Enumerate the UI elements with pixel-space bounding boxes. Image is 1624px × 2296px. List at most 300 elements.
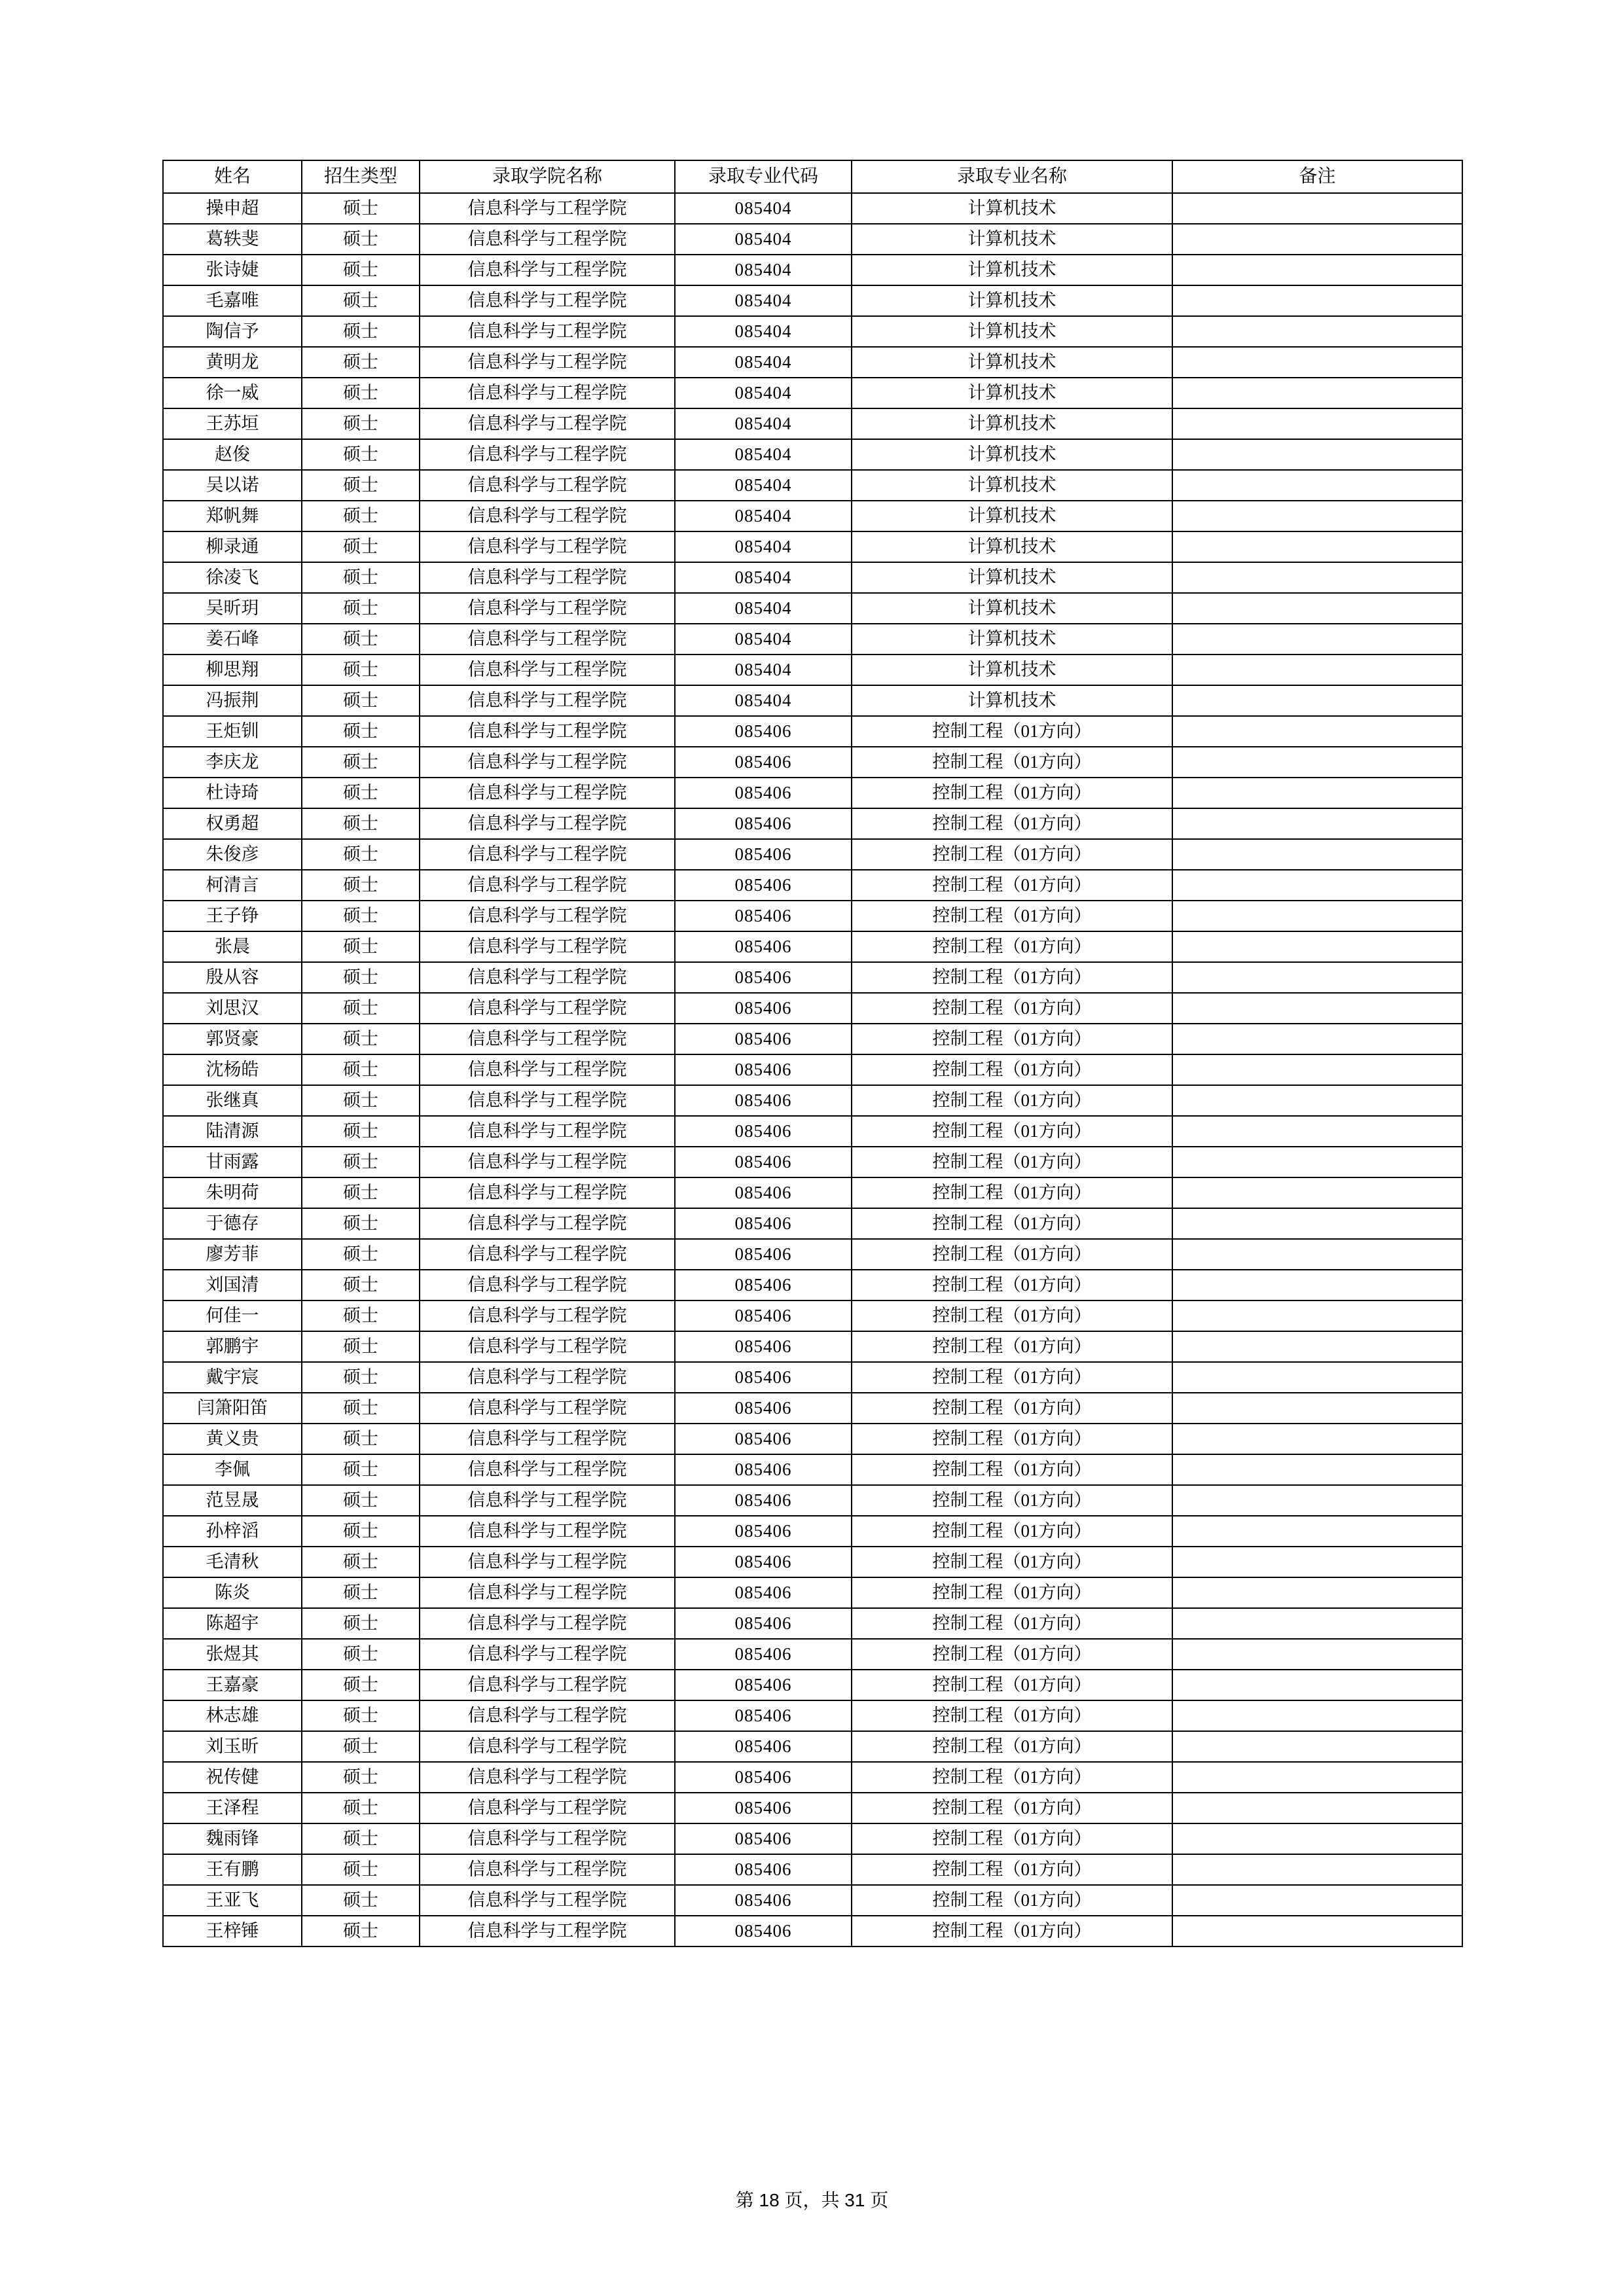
cell-remark xyxy=(1172,1054,1462,1085)
cell-college: 信息科学与工程学院 xyxy=(420,408,675,439)
cell-college: 信息科学与工程学院 xyxy=(420,562,675,593)
cell-name: 王嘉豪 xyxy=(163,1670,302,1700)
cell-remark xyxy=(1172,1547,1462,1577)
cell-admission-type: 硕士 xyxy=(302,1916,420,1946)
cell-major-code: 085404 xyxy=(675,316,852,347)
cell-admission-type: 硕士 xyxy=(302,593,420,624)
cell-college: 信息科学与工程学院 xyxy=(420,901,675,931)
table-row xyxy=(163,439,1462,470)
table-row xyxy=(163,1639,1462,1670)
cell-admission-type: 硕士 xyxy=(302,1362,420,1393)
table-row xyxy=(163,1854,1462,1885)
cell-college: 信息科学与工程学院 xyxy=(420,870,675,901)
cell-admission-type: 硕士 xyxy=(302,1024,420,1054)
column-header-remark: 备注 xyxy=(1172,160,1462,193)
cell-major-name: 控制工程（01方向） xyxy=(852,1393,1172,1424)
table-row xyxy=(163,1270,1462,1300)
cell-name: 范昱晟 xyxy=(163,1485,302,1516)
cell-name: 葛轶斐 xyxy=(163,224,302,255)
cell-admission-type: 硕士 xyxy=(302,870,420,901)
cell-admission-type: 硕士 xyxy=(302,378,420,408)
table-row xyxy=(163,224,1462,255)
cell-name: 柯清言 xyxy=(163,870,302,901)
cell-name: 王子铮 xyxy=(163,901,302,931)
cell-major-code: 085404 xyxy=(675,470,852,501)
cell-remark xyxy=(1172,255,1462,285)
cell-remark xyxy=(1172,193,1462,224)
cell-major-name: 计算机技术 xyxy=(852,624,1172,655)
cell-name: 王梓锤 xyxy=(163,1916,302,1946)
cell-name: 徐一威 xyxy=(163,378,302,408)
cell-major-name: 控制工程（01方向） xyxy=(852,1147,1172,1177)
cell-major-code: 085406 xyxy=(675,1670,852,1700)
table-row xyxy=(163,1670,1462,1700)
table-row xyxy=(163,193,1462,224)
table-row xyxy=(163,808,1462,839)
cell-major-code: 085406 xyxy=(675,1085,852,1116)
table-row xyxy=(163,1916,1462,1946)
cell-name: 毛清秋 xyxy=(163,1547,302,1577)
cell-college: 信息科学与工程学院 xyxy=(420,1270,675,1300)
cell-college: 信息科学与工程学院 xyxy=(420,1485,675,1516)
cell-major-name: 控制工程（01方向） xyxy=(852,839,1172,870)
cell-admission-type: 硕士 xyxy=(302,1331,420,1362)
cell-remark xyxy=(1172,1362,1462,1393)
cell-major-name: 计算机技术 xyxy=(852,378,1172,408)
cell-remark xyxy=(1172,224,1462,255)
cell-remark xyxy=(1172,901,1462,931)
cell-major-name: 计算机技术 xyxy=(852,439,1172,470)
table-row xyxy=(163,1085,1462,1116)
cell-major-code: 085406 xyxy=(675,1516,852,1547)
cell-name: 刘国清 xyxy=(163,1270,302,1300)
table-row xyxy=(163,624,1462,655)
cell-admission-type: 硕士 xyxy=(302,1577,420,1608)
cell-college: 信息科学与工程学院 xyxy=(420,747,675,778)
cell-college: 信息科学与工程学院 xyxy=(420,808,675,839)
cell-major-code: 085404 xyxy=(675,593,852,624)
cell-major-name: 控制工程（01方向） xyxy=(852,993,1172,1024)
table-row xyxy=(163,1208,1462,1239)
cell-admission-type: 硕士 xyxy=(302,747,420,778)
cell-name: 陶信予 xyxy=(163,316,302,347)
cell-major-code: 085404 xyxy=(675,624,852,655)
cell-major-code: 085406 xyxy=(675,778,852,808)
cell-major-code: 085406 xyxy=(675,962,852,993)
table-row xyxy=(163,778,1462,808)
cell-major-name: 控制工程（01方向） xyxy=(852,1116,1172,1147)
cell-college: 信息科学与工程学院 xyxy=(420,531,675,562)
cell-admission-type: 硕士 xyxy=(302,439,420,470)
cell-college: 信息科学与工程学院 xyxy=(420,1547,675,1577)
cell-name: 张晨 xyxy=(163,931,302,962)
cell-major-name: 控制工程（01方向） xyxy=(852,1177,1172,1208)
cell-admission-type: 硕士 xyxy=(302,562,420,593)
cell-name: 戴宇宸 xyxy=(163,1362,302,1393)
cell-remark xyxy=(1172,1670,1462,1700)
cell-admission-type: 硕士 xyxy=(302,931,420,962)
cell-name: 郑帆舞 xyxy=(163,501,302,531)
table-row xyxy=(163,1731,1462,1762)
cell-college: 信息科学与工程学院 xyxy=(420,993,675,1024)
cell-admission-type: 硕士 xyxy=(302,1608,420,1639)
cell-major-name: 控制工程（01方向） xyxy=(852,1885,1172,1916)
table-row xyxy=(163,562,1462,593)
cell-remark xyxy=(1172,685,1462,716)
cell-name: 权勇超 xyxy=(163,808,302,839)
cell-major-name: 控制工程（01方向） xyxy=(852,1424,1172,1454)
cell-remark xyxy=(1172,316,1462,347)
cell-college: 信息科学与工程学院 xyxy=(420,1239,675,1270)
cell-admission-type: 硕士 xyxy=(302,1670,420,1700)
cell-major-name: 计算机技术 xyxy=(852,655,1172,685)
cell-remark xyxy=(1172,1424,1462,1454)
cell-remark xyxy=(1172,439,1462,470)
cell-remark xyxy=(1172,993,1462,1024)
table-row xyxy=(163,347,1462,378)
cell-admission-type: 硕士 xyxy=(302,901,420,931)
cell-major-name: 控制工程（01方向） xyxy=(852,1331,1172,1362)
cell-major-name: 控制工程（01方向） xyxy=(852,747,1172,778)
cell-major-name: 控制工程（01方向） xyxy=(852,1762,1172,1793)
cell-college: 信息科学与工程学院 xyxy=(420,1516,675,1547)
cell-college: 信息科学与工程学院 xyxy=(420,655,675,685)
cell-college: 信息科学与工程学院 xyxy=(420,1916,675,1946)
table-row xyxy=(163,1116,1462,1147)
cell-name: 祝传健 xyxy=(163,1762,302,1793)
cell-college: 信息科学与工程学院 xyxy=(420,1393,675,1424)
cell-remark xyxy=(1172,1300,1462,1331)
cell-name: 李庆龙 xyxy=(163,747,302,778)
cell-remark xyxy=(1172,1731,1462,1762)
cell-college: 信息科学与工程学院 xyxy=(420,439,675,470)
cell-major-code: 085404 xyxy=(675,224,852,255)
table-row xyxy=(163,870,1462,901)
cell-major-name: 控制工程（01方向） xyxy=(852,778,1172,808)
cell-admission-type: 硕士 xyxy=(302,1393,420,1424)
cell-name: 刘思汉 xyxy=(163,993,302,1024)
cell-major-code: 085404 xyxy=(675,439,852,470)
cell-remark xyxy=(1172,716,1462,747)
cell-admission-type: 硕士 xyxy=(302,1147,420,1177)
cell-major-code: 085406 xyxy=(675,1547,852,1577)
cell-admission-type: 硕士 xyxy=(302,1239,420,1270)
cell-major-name: 计算机技术 xyxy=(852,408,1172,439)
cell-admission-type: 硕士 xyxy=(302,1454,420,1485)
cell-remark xyxy=(1172,747,1462,778)
cell-admission-type: 硕士 xyxy=(302,1116,420,1147)
cell-name: 王有鹏 xyxy=(163,1854,302,1885)
cell-major-code: 085404 xyxy=(675,347,852,378)
cell-name: 柳思翔 xyxy=(163,655,302,685)
cell-admission-type: 硕士 xyxy=(302,1424,420,1454)
table-row xyxy=(163,1177,1462,1208)
table-row xyxy=(163,1393,1462,1424)
cell-college: 信息科学与工程学院 xyxy=(420,347,675,378)
cell-college: 信息科学与工程学院 xyxy=(420,931,675,962)
cell-major-code: 085406 xyxy=(675,1177,852,1208)
cell-name: 王泽程 xyxy=(163,1793,302,1823)
cell-college: 信息科学与工程学院 xyxy=(420,1300,675,1331)
cell-remark xyxy=(1172,1085,1462,1116)
cell-name: 毛嘉唯 xyxy=(163,285,302,316)
cell-remark xyxy=(1172,870,1462,901)
cell-college: 信息科学与工程学院 xyxy=(420,1608,675,1639)
cell-college: 信息科学与工程学院 xyxy=(420,1085,675,1116)
cell-major-name: 控制工程（01方向） xyxy=(852,1916,1172,1946)
table-header xyxy=(163,160,1462,193)
cell-college: 信息科学与工程学院 xyxy=(420,316,675,347)
cell-major-name: 计算机技术 xyxy=(852,685,1172,716)
cell-admission-type: 硕士 xyxy=(302,808,420,839)
cell-name: 黄义贵 xyxy=(163,1424,302,1454)
cell-major-code: 085406 xyxy=(675,1485,852,1516)
cell-major-code: 085406 xyxy=(675,1793,852,1823)
cell-major-code: 085406 xyxy=(675,1024,852,1054)
cell-admission-type: 硕士 xyxy=(302,1054,420,1085)
table-row xyxy=(163,1823,1462,1854)
table-row xyxy=(163,1331,1462,1362)
cell-major-name: 控制工程（01方向） xyxy=(852,1270,1172,1300)
cell-name: 黄明龙 xyxy=(163,347,302,378)
table-row xyxy=(163,1454,1462,1485)
cell-major-code: 085406 xyxy=(675,1424,852,1454)
cell-major-name: 计算机技术 xyxy=(852,470,1172,501)
cell-admission-type: 硕士 xyxy=(302,685,420,716)
cell-remark xyxy=(1172,1208,1462,1239)
cell-major-code: 085406 xyxy=(675,1731,852,1762)
cell-college: 信息科学与工程学院 xyxy=(420,716,675,747)
table-row xyxy=(163,1608,1462,1639)
cell-name: 魏雨锋 xyxy=(163,1823,302,1854)
cell-major-name: 控制工程（01方向） xyxy=(852,1700,1172,1731)
cell-major-code: 085406 xyxy=(675,1300,852,1331)
cell-name: 张诗婕 xyxy=(163,255,302,285)
cell-admission-type: 硕士 xyxy=(302,1270,420,1300)
cell-admission-type: 硕士 xyxy=(302,1485,420,1516)
cell-major-name: 控制工程（01方向） xyxy=(852,1239,1172,1270)
table-row xyxy=(163,839,1462,870)
cell-name: 刘玉昕 xyxy=(163,1731,302,1762)
cell-major-name: 计算机技术 xyxy=(852,255,1172,285)
cell-college: 信息科学与工程学院 xyxy=(420,1762,675,1793)
cell-admission-type: 硕士 xyxy=(302,1516,420,1547)
table-row xyxy=(163,1762,1462,1793)
cell-remark xyxy=(1172,562,1462,593)
table-row xyxy=(163,1516,1462,1547)
cell-name: 孙梓滔 xyxy=(163,1516,302,1547)
cell-name: 徐凌飞 xyxy=(163,562,302,593)
cell-major-name: 控制工程（01方向） xyxy=(852,1362,1172,1393)
cell-major-code: 085404 xyxy=(675,408,852,439)
cell-remark xyxy=(1172,839,1462,870)
cell-college: 信息科学与工程学院 xyxy=(420,1147,675,1177)
table-body xyxy=(163,193,1462,1946)
cell-remark xyxy=(1172,1393,1462,1424)
cell-name: 张煜其 xyxy=(163,1639,302,1670)
cell-college: 信息科学与工程学院 xyxy=(420,285,675,316)
cell-major-name: 计算机技术 xyxy=(852,593,1172,624)
cell-admission-type: 硕士 xyxy=(302,839,420,870)
column-header-name: 姓名 xyxy=(163,160,302,193)
cell-remark xyxy=(1172,778,1462,808)
table-row xyxy=(163,1793,1462,1823)
cell-college: 信息科学与工程学院 xyxy=(420,1793,675,1823)
cell-major-code: 085406 xyxy=(675,747,852,778)
cell-major-name: 控制工程（01方向） xyxy=(852,1639,1172,1670)
cell-remark xyxy=(1172,1854,1462,1885)
cell-name: 王亚飞 xyxy=(163,1885,302,1916)
cell-admission-type: 硕士 xyxy=(302,193,420,224)
cell-major-name: 控制工程（01方向） xyxy=(852,1793,1172,1823)
cell-remark xyxy=(1172,1177,1462,1208)
cell-admission-type: 硕士 xyxy=(302,1762,420,1793)
cell-major-name: 控制工程（01方向） xyxy=(852,1085,1172,1116)
table-row xyxy=(163,593,1462,624)
table-row xyxy=(163,931,1462,962)
table-row xyxy=(163,655,1462,685)
table-header-row xyxy=(163,160,1462,193)
cell-remark xyxy=(1172,624,1462,655)
cell-remark xyxy=(1172,1331,1462,1362)
cell-college: 信息科学与工程学院 xyxy=(420,193,675,224)
table-row xyxy=(163,255,1462,285)
cell-major-code: 085406 xyxy=(675,1362,852,1393)
cell-name: 赵俊 xyxy=(163,439,302,470)
cell-admission-type: 硕士 xyxy=(302,1793,420,1823)
cell-admission-type: 硕士 xyxy=(302,224,420,255)
cell-college: 信息科学与工程学院 xyxy=(420,378,675,408)
cell-college: 信息科学与工程学院 xyxy=(420,962,675,993)
cell-major-name: 控制工程（01方向） xyxy=(852,1454,1172,1485)
cell-admission-type: 硕士 xyxy=(302,1731,420,1762)
cell-remark xyxy=(1172,1700,1462,1731)
table-row xyxy=(163,408,1462,439)
cell-name: 冯振荆 xyxy=(163,685,302,716)
cell-major-code: 085404 xyxy=(675,655,852,685)
cell-remark xyxy=(1172,1024,1462,1054)
cell-admission-type: 硕士 xyxy=(302,408,420,439)
cell-admission-type: 硕士 xyxy=(302,470,420,501)
cell-remark xyxy=(1172,962,1462,993)
table-row xyxy=(163,685,1462,716)
cell-admission-type: 硕士 xyxy=(302,1300,420,1331)
table-row xyxy=(163,962,1462,993)
cell-remark xyxy=(1172,1823,1462,1854)
cell-major-name: 控制工程（01方向） xyxy=(852,1731,1172,1762)
cell-remark xyxy=(1172,1639,1462,1670)
cell-remark xyxy=(1172,378,1462,408)
cell-college: 信息科学与工程学院 xyxy=(420,1362,675,1393)
cell-major-code: 085406 xyxy=(675,1762,852,1793)
cell-major-code: 085406 xyxy=(675,1116,852,1147)
cell-name: 姜石峰 xyxy=(163,624,302,655)
cell-college: 信息科学与工程学院 xyxy=(420,1823,675,1854)
cell-admission-type: 硕士 xyxy=(302,347,420,378)
cell-major-name: 控制工程（01方向） xyxy=(852,808,1172,839)
cell-major-code: 085404 xyxy=(675,685,852,716)
table-row xyxy=(163,1300,1462,1331)
cell-admission-type: 硕士 xyxy=(302,316,420,347)
cell-remark xyxy=(1172,1454,1462,1485)
cell-admission-type: 硕士 xyxy=(302,255,420,285)
cell-major-code: 085406 xyxy=(675,1331,852,1362)
cell-college: 信息科学与工程学院 xyxy=(420,1024,675,1054)
table-row xyxy=(163,1424,1462,1454)
cell-major-code: 085406 xyxy=(675,870,852,901)
table-row xyxy=(163,716,1462,747)
table-row xyxy=(163,901,1462,931)
cell-name: 闫箫阳笛 xyxy=(163,1393,302,1424)
cell-college: 信息科学与工程学院 xyxy=(420,1054,675,1085)
column-header-major-code: 录取专业代码 xyxy=(675,160,852,193)
table-row xyxy=(163,747,1462,778)
cell-remark xyxy=(1172,655,1462,685)
cell-remark xyxy=(1172,1147,1462,1177)
cell-name: 王苏垣 xyxy=(163,408,302,439)
cell-remark xyxy=(1172,1239,1462,1270)
cell-major-name: 计算机技术 xyxy=(852,224,1172,255)
cell-remark xyxy=(1172,470,1462,501)
cell-admission-type: 硕士 xyxy=(302,1854,420,1885)
admission-table xyxy=(162,160,1463,1947)
cell-college: 信息科学与工程学院 xyxy=(420,1639,675,1670)
cell-name: 柳录通 xyxy=(163,531,302,562)
cell-major-code: 085406 xyxy=(675,993,852,1024)
cell-name: 郭贤豪 xyxy=(163,1024,302,1054)
cell-major-code: 085404 xyxy=(675,255,852,285)
table-row xyxy=(163,531,1462,562)
cell-remark xyxy=(1172,501,1462,531)
cell-name: 李佩 xyxy=(163,1454,302,1485)
cell-name: 沈杨皓 xyxy=(163,1054,302,1085)
table-row xyxy=(163,1362,1462,1393)
cell-remark xyxy=(1172,808,1462,839)
table-row xyxy=(163,1885,1462,1916)
cell-remark xyxy=(1172,1577,1462,1608)
table-row xyxy=(163,470,1462,501)
cell-major-code: 085406 xyxy=(675,1700,852,1731)
cell-major-code: 085406 xyxy=(675,808,852,839)
cell-name: 陈超宇 xyxy=(163,1608,302,1639)
cell-name: 林志雄 xyxy=(163,1700,302,1731)
cell-college: 信息科学与工程学院 xyxy=(420,1424,675,1454)
cell-major-code: 085406 xyxy=(675,1393,852,1424)
cell-name: 王炬钏 xyxy=(163,716,302,747)
cell-remark xyxy=(1172,1608,1462,1639)
cell-name: 吴以诺 xyxy=(163,470,302,501)
cell-college: 信息科学与工程学院 xyxy=(420,1854,675,1885)
cell-major-name: 计算机技术 xyxy=(852,193,1172,224)
cell-major-code: 085406 xyxy=(675,1454,852,1485)
table-row xyxy=(163,1577,1462,1608)
cell-major-code: 085406 xyxy=(675,839,852,870)
cell-major-name: 控制工程（01方向） xyxy=(852,870,1172,901)
cell-college: 信息科学与工程学院 xyxy=(420,1177,675,1208)
cell-major-code: 085406 xyxy=(675,1239,852,1270)
cell-major-name: 计算机技术 xyxy=(852,501,1172,531)
cell-major-code: 085406 xyxy=(675,1208,852,1239)
cell-major-name: 控制工程（01方向） xyxy=(852,1608,1172,1639)
cell-remark xyxy=(1172,1762,1462,1793)
cell-admission-type: 硕士 xyxy=(302,993,420,1024)
cell-major-code: 085406 xyxy=(675,716,852,747)
cell-major-code: 085404 xyxy=(675,501,852,531)
cell-admission-type: 硕士 xyxy=(302,1639,420,1670)
cell-college: 信息科学与工程学院 xyxy=(420,1885,675,1916)
cell-remark xyxy=(1172,347,1462,378)
cell-admission-type: 硕士 xyxy=(302,1700,420,1731)
